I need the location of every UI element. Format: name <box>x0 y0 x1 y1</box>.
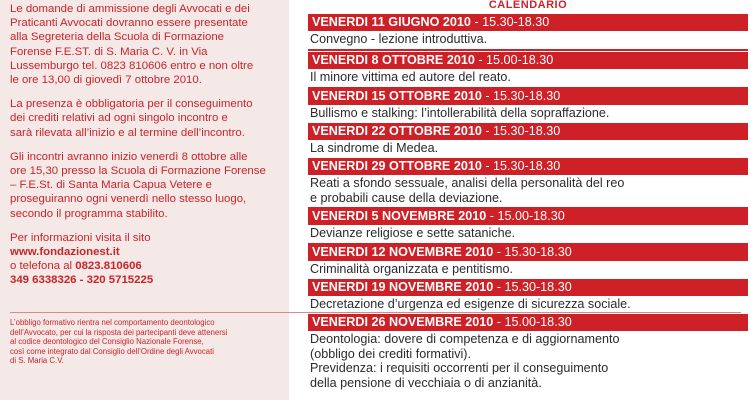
event-item <box>308 158 748 209</box>
footnote-line: dell’Avvocato, per cui la risposta dei partecipanti deve attenersi <box>10 327 228 337</box>
event-date-bar <box>308 158 748 175</box>
event-desc-line: della pensione di vecchiaia o di anzianità. <box>310 375 542 390</box>
schedule-line: Gli incontri avranno inizio venerdì 8 ottobre alle <box>10 150 248 163</box>
mobile-numbers: 349 6338326 - 320 5715225 <box>10 274 154 287</box>
admission-line: alla Segreteria della Scuola di Formazione <box>10 31 225 44</box>
contact-info <box>10 231 285 288</box>
event-desc-line: Previdenza: i requisiti occorrenti per il conseguimento <box>310 361 609 375</box>
phone-prefix: o telefona al <box>10 260 76 273</box>
website-link[interactable]: www.fondazionest.it <box>10 246 120 259</box>
event-desc-line: Convegno - lezione introduttiva. <box>310 32 488 46</box>
event-desc-line: Devianze religiose e sette sataniche. <box>310 226 516 240</box>
event-date-bar <box>308 88 748 105</box>
event-time: - 15.00-18.30 <box>493 315 572 329</box>
event-time: - 15.30-18.30 <box>481 89 561 103</box>
event-description <box>308 69 748 89</box>
attendance-line: sarà rilevata all’inizio e al termine dell’incontro. <box>10 126 245 139</box>
admission-line: Forense F.E.ST. di S. Maria C. V. in Via <box>10 45 208 58</box>
event-time: - 15.00-18.30 <box>486 209 565 223</box>
event-item <box>308 279 748 316</box>
admission-line: le ore 13,00 di giovedì 7 ottobre 2010. <box>10 74 202 87</box>
event-time: - 15.30-18.30 <box>493 280 572 294</box>
admission-line: Le domande di ammissione degli Avvocati e dei <box>10 3 250 15</box>
event-item <box>308 244 748 281</box>
event-date-bar <box>308 52 748 69</box>
footnote-line: L’obbligo formativo rientra nel comportamento deontologico <box>10 318 215 327</box>
phone-line <box>10 259 285 273</box>
footnote-line: di S. Maria C.V. <box>10 356 64 366</box>
event-date: VENERDI 11 GIUGNO 2010 <box>312 15 471 29</box>
schedule-line: proseguiranno ogni venerdì nello stesso luogo, <box>10 193 247 206</box>
event-date: VENERDI 5 NOVEMBRE 2010 <box>312 209 487 223</box>
admission-line: Praticanti Avvocati dovranno essere presentate <box>10 17 248 30</box>
event-description <box>308 296 748 316</box>
event-time: - 15.30-18.30 <box>470 15 550 29</box>
event-date: VENERDI 8 OTTOBRE 2010 <box>312 53 475 67</box>
footnote-line: così come integrato dal Consiglio dell’Ordine degli Avvocati <box>10 346 214 356</box>
info-intro: Per informazioni visita il sito <box>10 231 151 244</box>
event-item <box>308 14 748 51</box>
event-desc-line: Il minore vittima ed autore del reato. <box>310 70 511 84</box>
footnote <box>10 318 285 366</box>
event-description <box>308 140 748 160</box>
event-time: - 15.30-18.30 <box>481 159 561 173</box>
event-date-bar <box>308 279 748 296</box>
event-date: VENERDI 26 NOVEMBRE 2010 <box>312 315 494 329</box>
schedule-paragraph <box>10 150 285 221</box>
event-item <box>308 52 748 89</box>
event-date: VENERDI 29 OTTOBRE 2010 <box>312 159 482 173</box>
admission-paragraph <box>10 2 285 87</box>
schedule-line: ore 15,30 presso la Scuola di Formazione Forense <box>10 165 266 178</box>
schedule-line: – F.E.St. di Santa Maria Capua Vetere e <box>10 179 212 192</box>
event-date-bar <box>308 14 748 31</box>
event-desc-line: La sindrome di Medea. <box>310 141 439 155</box>
event-desc-line: Decretazione d’urgenza ed esigenze di sicurezza sociale. <box>310 297 631 311</box>
event-date: VENERDI 15 OTTOBRE 2010 <box>312 89 482 103</box>
footnote-line: al codice deontologico del Consiglio Nazionale Forense, <box>10 337 204 347</box>
event-description <box>308 225 748 245</box>
calendar-title: CALENDARIO <box>488 0 568 11</box>
event-date-bar <box>308 244 748 261</box>
attendance-line: dei crediti relativi ad ogni singolo incontro e <box>10 112 228 125</box>
admission-line: Lussemburgo tel. 0823 810606 entro e non oltre <box>10 59 254 72</box>
event-date: VENERDI 19 NOVEMBRE 2010 <box>312 280 494 294</box>
schedule-line: secondo il programma stabilito. <box>10 207 168 220</box>
event-description <box>308 105 748 125</box>
event-desc-line: e probabili cause della deviazione. <box>310 190 503 205</box>
event-desc-line: Bullismo e stalking: l’intollerabilità della sopraffazione. <box>310 106 610 120</box>
event-item <box>308 123 748 160</box>
event-description <box>308 31 748 51</box>
attendance-line: La presenza è obbligatoria per il conseguimento <box>10 98 253 111</box>
event-item <box>308 88 748 125</box>
event-date: VENERDI 12 NOVEMBRE 2010 <box>312 245 494 259</box>
event-date-bar <box>308 314 748 331</box>
event-item <box>308 314 748 392</box>
event-time: - 15.00-18.30 <box>474 53 554 67</box>
event-date-bar <box>308 123 748 140</box>
event-date-bar <box>308 208 748 225</box>
event-description <box>308 261 748 281</box>
event-description <box>308 331 748 392</box>
event-item <box>308 208 748 245</box>
event-time: - 15.30-18.30 <box>493 245 572 259</box>
event-desc-line: Deontologia: dovere di competenza e di aggiornamento <box>310 332 620 346</box>
attendance-paragraph <box>10 97 285 140</box>
event-desc-line: Reati a sfondo sessuale, analisi della personalità del reo <box>310 176 625 190</box>
calendar-panel <box>308 0 748 400</box>
event-description <box>308 175 748 209</box>
event-date: VENERDI 22 OTTOBRE 2010 <box>312 124 482 138</box>
event-desc-line: (obbligo dei crediti formativi). <box>310 346 471 361</box>
event-desc-line: Criminalità organizzata e pentitismo. <box>310 262 513 276</box>
event-time: - 15.30-18.30 <box>481 124 561 138</box>
phone-number: 0823.810606 <box>75 260 142 273</box>
